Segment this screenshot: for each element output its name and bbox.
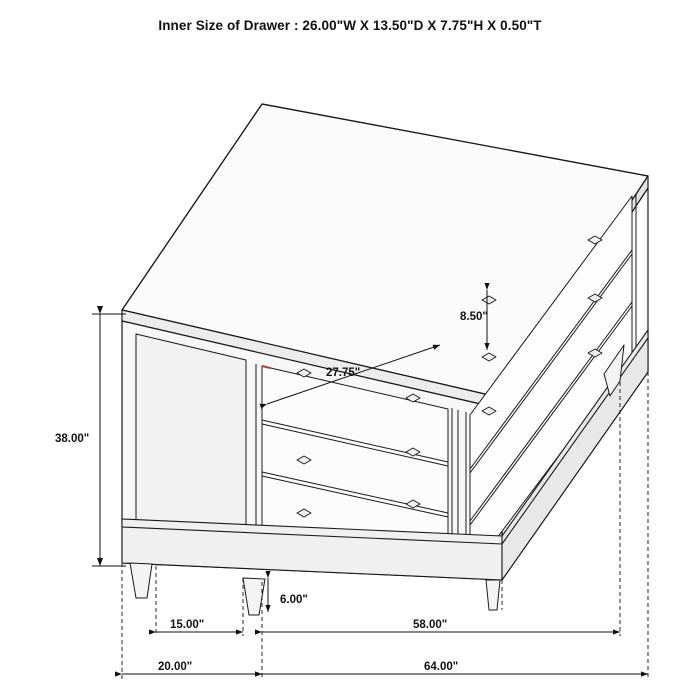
dimension-label-height-overall: 38.00" <box>55 433 90 445</box>
page-title: Inner Size of Drawer : 26.00"W X 13.50"D X 7.75"H X 0.50"T <box>158 18 542 33</box>
dimension-height-overall <box>92 314 126 566</box>
dimension-label-width-front: 58.00" <box>413 619 448 631</box>
dimension-label-drawer-height-right: 8.50" <box>460 311 488 323</box>
dimension-label-depth-side: 15.00" <box>170 619 205 631</box>
dimension-label-leg-height: 6.00" <box>280 594 308 606</box>
side-panel-recess <box>136 334 246 551</box>
dimension-label-depth-overall: 20.00" <box>158 661 193 673</box>
dimension-label-drawer-width-left: 27.75" <box>326 367 361 379</box>
dimension-label-width-overall: 64.00" <box>424 661 459 673</box>
